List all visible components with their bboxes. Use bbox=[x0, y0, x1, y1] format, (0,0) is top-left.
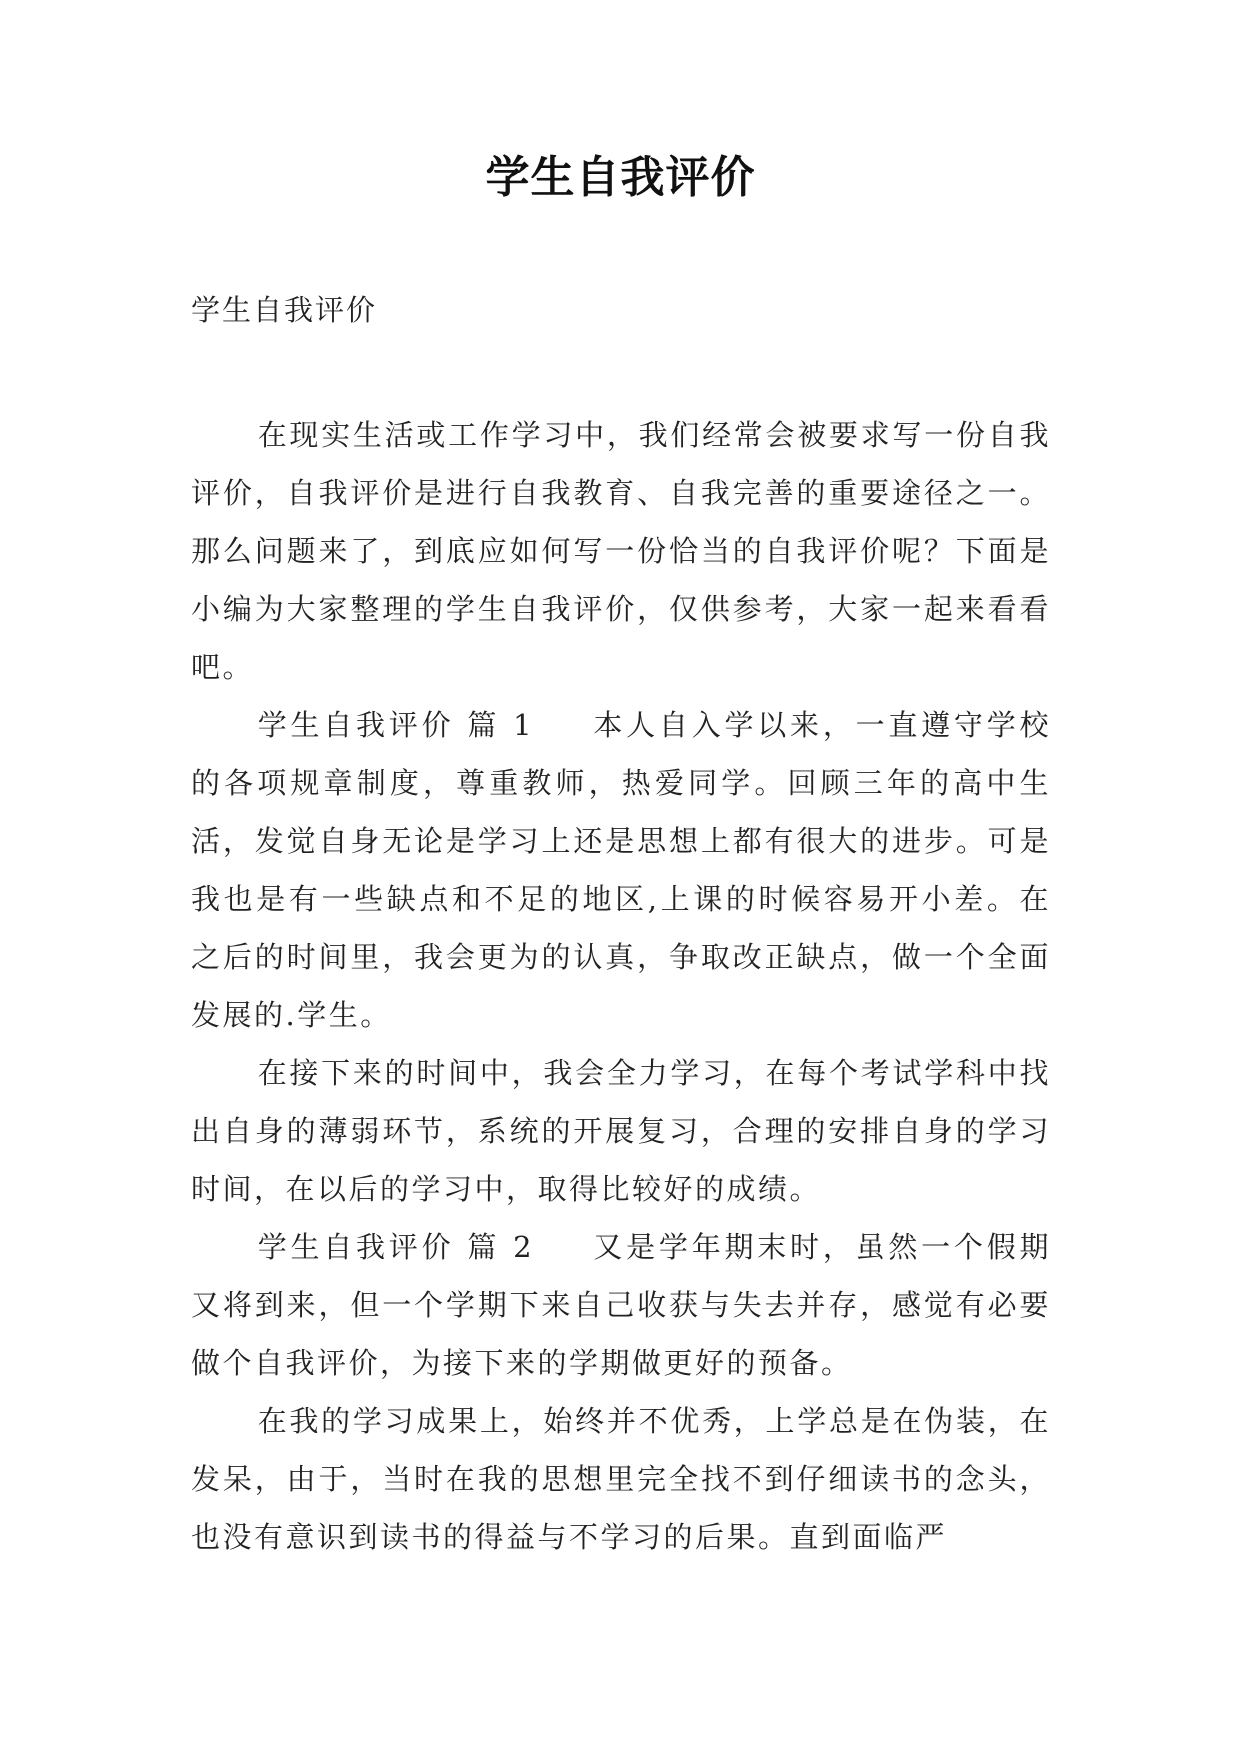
section-2-paragraph bbox=[191, 1218, 1051, 1392]
section-2-continuation: 在我的学习成果上，始终并不优秀，上学总是在伪装，在发呆，由于，当时在我的思想里完全找不到仔细读书的念头，也没有意识到读书的得益与不学习的后果。直到面临严 bbox=[191, 1404, 1051, 1554]
section-1-heading: 学生自我评价 篇 1 bbox=[257, 708, 535, 742]
section-2-text: 又是学年期末时，虽然一个假期又将到来，但一个学期下来自己收获与失去并存，感觉有必要做个自我评价，为接下来的学期做更好的预备。 bbox=[191, 1230, 1051, 1380]
document-title: 学生自我评价 bbox=[485, 152, 756, 203]
document-body bbox=[191, 406, 1051, 1566]
section-2-heading: 学生自我评价 篇 2 bbox=[257, 1230, 535, 1264]
section-1-text: 本人自入学以来，一直遵守学校的各项规章制度，尊重教师，热爱同学。回顾三年的高中生活，发觉自身无论是学习上还是思想上都有很大的进步。可是我也是有一些缺点和不足的地区,上课的时候容易开小差。在之后的时间里，我会更为的认真，争取改正缺点，做一个全面发展的.学生。 bbox=[191, 708, 1051, 1032]
section-1-paragraph bbox=[191, 696, 1051, 1044]
document-subtitle: 学生自我评价 bbox=[191, 293, 378, 327]
intro-paragraph: 在现实生活或工作学习中，我们经常会被要求写一份自我评价，自我评价是进行自我教育、自我完善的重要途径之一。那么问题来了，到底应如何写一份恰当的自我评价呢？下面是小编为大家整理的学生自我评价，仅供参考，大家一起来看看吧。 bbox=[191, 418, 1051, 684]
section-1-continuation: 在接下来的时间中，我会全力学习，在每个考试学科中找出自身的薄弱环节，系统的开展复习，合理的安排自身的学习时间，在以后的学习中，取得比较好的成绩。 bbox=[191, 1056, 1051, 1206]
